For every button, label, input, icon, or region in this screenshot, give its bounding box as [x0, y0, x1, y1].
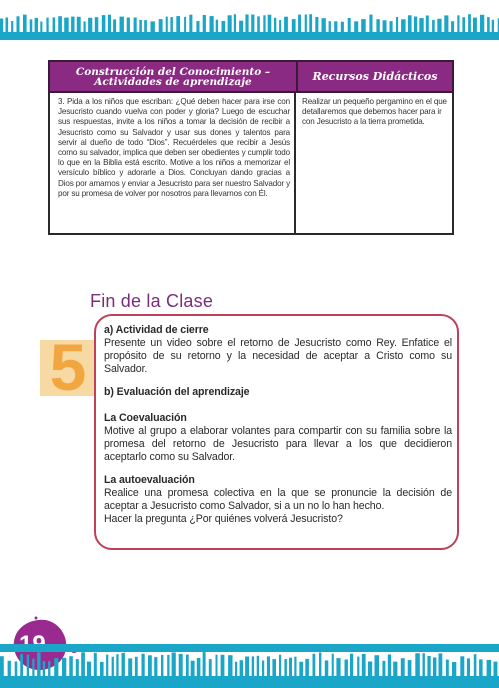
table-column-divider	[294, 93, 296, 233]
section-number: 5	[49, 330, 87, 400]
self-evaluation-text: Realice una promesa colectiva en la que se pronuncie la decisión de aceptar a Jesucristo como Salvador, si a un no lo han hecho.	[104, 487, 452, 512]
bottom-stripe-band	[0, 644, 499, 688]
closing-activity-text: Presente un video sobre el retorno de Jesucristo como Rey. Enfatice el propósito de su retorno y la necesidad de aceptar a Cristo como su Salvador.	[104, 337, 452, 375]
closing-activity-heading: a) Actividad de cierre	[104, 324, 209, 336]
top-stripe-band	[0, 0, 499, 40]
section-number-graphic	[40, 330, 96, 400]
table-header-activities-line2: Actividades de aprendizaje	[94, 76, 252, 88]
bottom-stripe-pattern	[0, 644, 499, 688]
table-header-activities	[50, 62, 296, 91]
self-evaluation-question: Hacer la pregunta ¿Por quiénes volverá Jesucristo?	[104, 513, 343, 525]
table-body	[48, 93, 454, 235]
coevaluation-heading: La Coevaluación	[104, 412, 187, 424]
table-header-resources: Recursos Didácticos	[296, 62, 452, 91]
end-of-class-box	[94, 314, 459, 550]
table-header	[48, 60, 454, 93]
table-cell-activities: 3. Pida a los niños que escriban: ¿Qué deben hacer para irse con Jesucristo cuando vuelva con poder y gloria? Luego de escuchar sus respuestas, invite a los niños a tomar la decisión de recibir a Jesucristo como su Salvador y usar sus dones y talentos para servir al dueño de todo “Dios”. Recuérdeles que recibir a Jesús como su salvador, implica que deben ser obedientes y cumplir todo lo que en la Biblia está escrito. Motive a los niños a memorizar el versículo bíblico y adorarle a Dios. Concluyan dando gracias a Dios por amarnos y enviar a Jesucristo para ser nuestro Salvador y por su promesa de volver por nosotros para llevarnos con Él.	[58, 97, 290, 198]
end-of-class-content	[104, 324, 452, 526]
self-evaluation-heading: La autoevaluación	[104, 474, 195, 486]
section-title: Fin de la Clase	[90, 291, 214, 311]
table-cell-resources: Realizar un pequeño pergamino en el que detallaremos que debemos hacer para ir con Jesucristo a la tierra prometida.	[302, 97, 447, 127]
table-header-activities-line1: Construcción del Conocimiento –	[75, 66, 271, 78]
activities-table	[48, 60, 454, 235]
top-stripe-pattern	[0, 0, 499, 40]
learning-evaluation-heading: b) Evaluación del aprendizaje	[104, 386, 250, 398]
ink-splash-dot-small	[35, 617, 38, 620]
coevaluation-text: Motive al grupo a elaborar volantes para compartir con su familia sobre la promesa del retorno de Jesucristo para llevar a los que decidieron aceptarlo como su Salvador.	[104, 425, 452, 463]
